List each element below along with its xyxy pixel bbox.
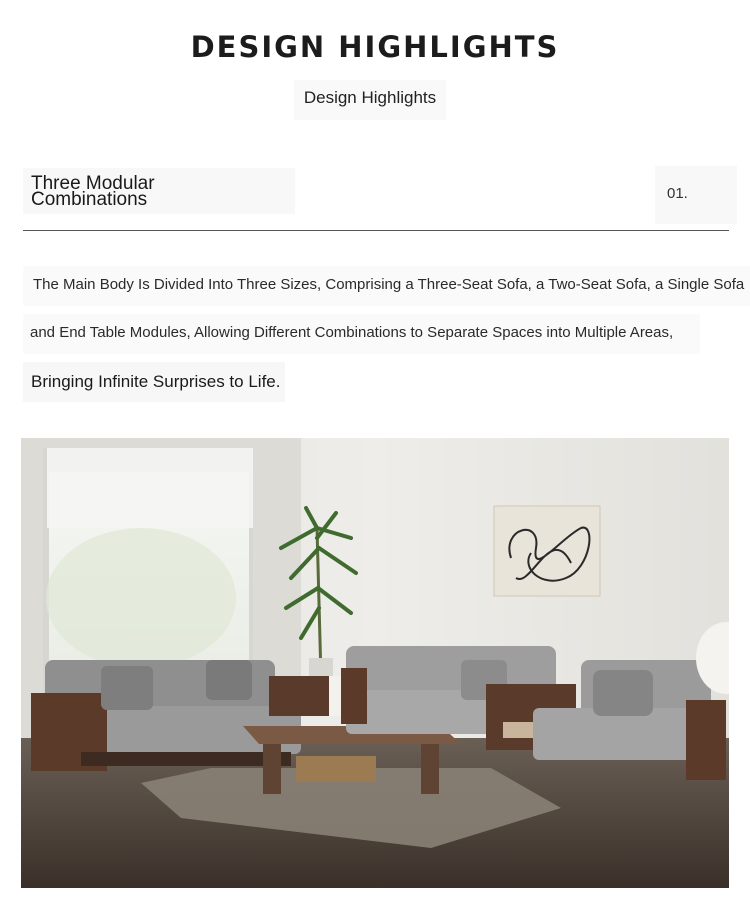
left-sofa-base <box>81 752 291 766</box>
window-shade <box>47 472 253 528</box>
page-title: DESIGN HIGHLIGHTS <box>190 30 560 64</box>
right-sofa-arm <box>686 700 726 780</box>
coffee-table-leg-l <box>263 744 281 794</box>
description-line-1: The Main Body Is Divided Into Three Sizes, Comprising a Three-Seat Sofa, a Two-Seat Sofa, a Single Sofa <box>23 266 750 306</box>
window-blind <box>47 448 253 472</box>
description-line-2: and End Table Modules, Allowing Different Combinations to Separate Spaces into Multiple Areas, <box>23 314 700 354</box>
middle-sofa-arm <box>341 668 367 724</box>
section-number: 01. <box>655 166 737 224</box>
left-pillow-2 <box>206 660 252 700</box>
page-subtitle: Design Highlights <box>294 80 446 120</box>
coffee-table-leg-r <box>421 744 439 794</box>
section-title <box>23 168 295 214</box>
left-pillow-1 <box>101 666 153 710</box>
section-divider <box>23 230 729 231</box>
coffee-table-basket <box>296 756 376 782</box>
outside-trees <box>46 528 236 668</box>
living-room-photo <box>21 438 729 888</box>
section-title-line-1: Three Modular <box>31 173 155 194</box>
description-line-3: Bringing Infinite Surprises to Life. <box>23 362 285 402</box>
left-end-table <box>269 676 329 716</box>
right-pillow <box>593 670 653 716</box>
section-title-line-2: Combinations <box>31 189 148 210</box>
stacked-books <box>503 722 533 738</box>
